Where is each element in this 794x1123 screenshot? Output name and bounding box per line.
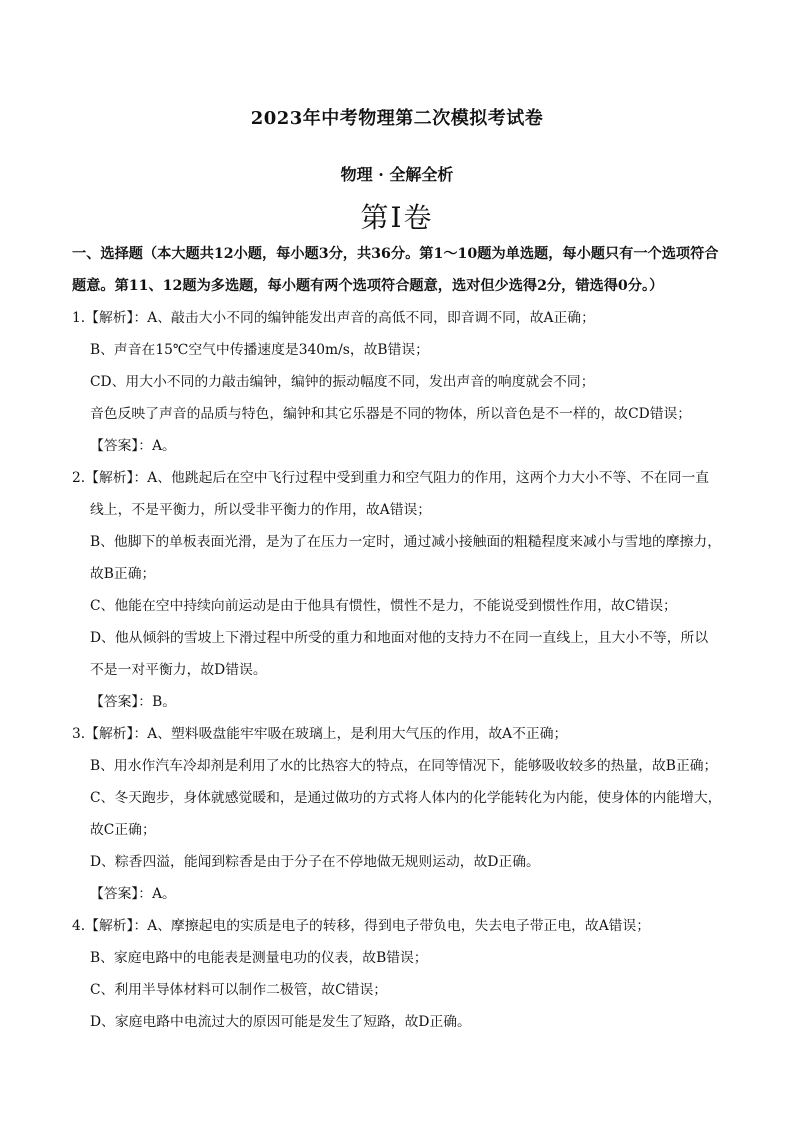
- question-4-line: C、利用半导体材料可以制作二极管，故C错误；: [90, 982, 388, 998]
- question-4-analysis: 4.【解析】：A、摩擦起电的实质是电子的转移，得到电子带负电，失去电子带正电，故A错误；: [72, 918, 651, 934]
- question-2-line: 故B正确；: [90, 566, 156, 582]
- question-4-line: B、家庭电路中的电能表是测量电功的仪表，故B错误；: [90, 950, 428, 966]
- question-1-line: B、声音在15℃空气中传播速度是340m/s，故B错误；: [90, 342, 429, 358]
- exam-title: 2023年中考物理第二次模拟考试卷: [250, 108, 544, 129]
- question-2-line: 线上，不是平衡力，所以受非平衡力的作用，故A错误；: [90, 502, 432, 518]
- question-2: [72, 462, 724, 718]
- question-2-answer: 【答案】：B。: [90, 694, 177, 710]
- section-instructions-line-2: 题意。第11、12题为多选题，每小题有两个选项符合题意，选对但少选得2分，错选得0分。）: [72, 278, 664, 294]
- question-1-analysis: 1.【解析】：A、敲击大小不同的编钟能发出声音的高低不同，即音调不同，故A正确；: [72, 310, 595, 326]
- document-body: [72, 238, 724, 1038]
- exam-subtitle: 物理 · 全解全析: [340, 165, 454, 184]
- question-3-line: D、粽香四溢，能闻到粽香是由于分子在不停地做无规则运动，故D正确。: [90, 854, 540, 870]
- question-3-answer: 【答案】：A。: [90, 886, 176, 902]
- question-1-answer: 【答案】：A。: [90, 438, 176, 454]
- question-3-line: B、用水作汽车冷却剂是利用了水的比热容大的特点，在同等情况下，能够吸收较多的热量，故B正确；: [90, 758, 718, 774]
- question-3-analysis: 3.【解析】：A、塑料吸盘能牢牢吸在玻璃上，是利用大气压的作用，故A不正确；: [72, 726, 568, 742]
- section-instructions-line-1: 一、选择题（本大题共12小题，每小题3分，共36分。第1～10题为单选题，每小题只有一个选项符合: [72, 246, 719, 262]
- question-3: [72, 718, 724, 910]
- question-1-line: 音色反映了声音的品质与特色，编钟和其它乐器是不同的物体，所以音色是不一样的，故CD错误；: [90, 406, 692, 422]
- question-3-line: 故C正确；: [90, 822, 156, 838]
- question-1: [72, 302, 724, 462]
- question-2-analysis: 2.【解析】：A、他跳起后在空中飞行过程中受到重力和空气阻力的作用，这两个力大小不等、不在同一直: [72, 470, 710, 486]
- question-2-line: 不是一对平衡力，故D错误。: [90, 662, 267, 678]
- question-2-line: D、他从倾斜的雪坡上下滑过程中所受的重力和地面对他的支持力不在同一直线上，且大小不等，所以: [90, 630, 709, 646]
- question-4: [72, 910, 724, 1038]
- question-1-line: CD、用大小不同的力敲击编钟，编钟的振动幅度不同，发出声音的响度就会不同；: [90, 374, 595, 390]
- question-2-line: C、他能在空中持续向前运动是由于他具有惯性，惯性不是力，不能说受到惯性作用，故C错误；: [90, 598, 677, 614]
- question-4-line: D、家庭电路中电流过大的原因可能是发生了短路，故D正确。: [90, 1014, 471, 1030]
- volume-heading: 第Ⅰ卷: [360, 201, 434, 234]
- question-2-line: B、他脚下的单板表面光滑，是为了在压力一定时，通过减小接触面的粗糙程度来减小与雪地的摩擦力，: [90, 534, 721, 550]
- question-3-line: C、冬天跑步，身体就感觉暖和，是通过做功的方式将人体内的化学能转化为内能，使身体的内能增大，: [90, 790, 722, 806]
